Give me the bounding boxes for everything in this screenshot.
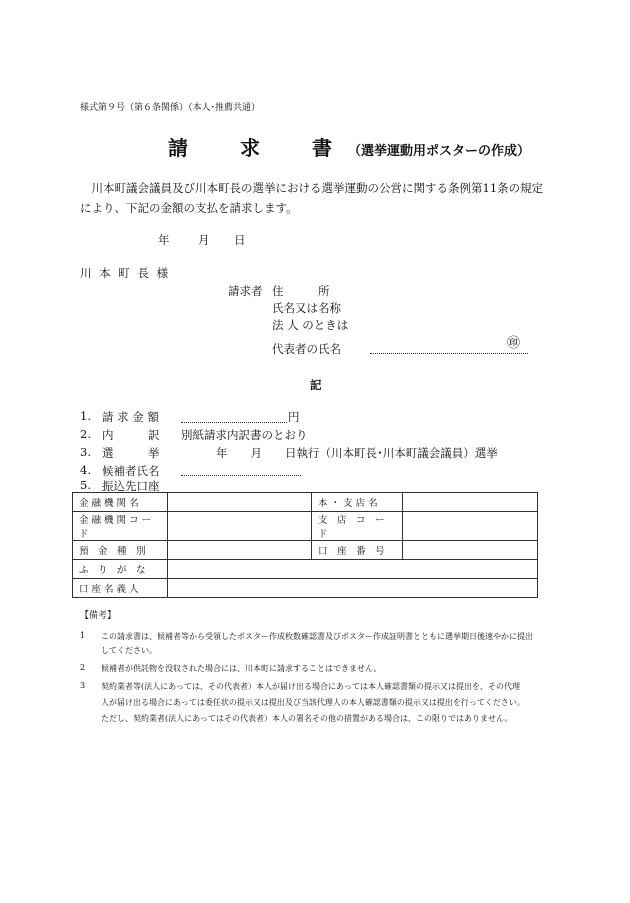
notes-heading: 【備考】 bbox=[80, 611, 117, 621]
bank-table bbox=[72, 492, 538, 598]
table-row bbox=[73, 541, 538, 560]
representative-line[interactable] bbox=[370, 353, 528, 354]
table-row bbox=[73, 579, 538, 598]
item-num: 2. bbox=[80, 427, 91, 441]
item-value: 別紙請求内訳書のとおり bbox=[181, 428, 308, 442]
item-label: 候補者氏名 bbox=[102, 464, 160, 478]
cell-input[interactable] bbox=[168, 560, 538, 579]
note-text: 契約業者等(法人にあっては、その代表者）本人が届け出る場合にあっては本人確認書類の提示又は提出を、その代理 bbox=[101, 682, 520, 691]
cell-input[interactable] bbox=[168, 512, 312, 541]
ki-heading: 記 bbox=[310, 378, 322, 392]
table-row bbox=[73, 493, 538, 512]
cell-label: 口 座 番 号 bbox=[312, 541, 403, 560]
title-sub: （選挙運動用ポスターの作成） bbox=[348, 144, 531, 159]
item-num: 5. bbox=[80, 478, 91, 492]
note-text: この請求書は、候補者等から受領したポスター作成枚数確認書及びポスター作成証明書とともに選挙期日後速やかに提出 bbox=[101, 632, 533, 641]
cell-input[interactable] bbox=[168, 541, 312, 560]
amount-line[interactable] bbox=[181, 422, 287, 423]
claimant-label: 請求者 bbox=[228, 284, 263, 298]
cell-label: 金 融 機 関 名 bbox=[73, 493, 168, 512]
cell-input[interactable] bbox=[168, 579, 538, 598]
note-number: 2 bbox=[80, 663, 86, 672]
title-main: 請 求 書 bbox=[168, 136, 348, 160]
seal-icon: ㊞ bbox=[507, 336, 521, 351]
item-num: 4. bbox=[80, 463, 91, 477]
addressee: 川 本 町 長 様 bbox=[80, 266, 171, 280]
page-title bbox=[168, 132, 530, 161]
item-num: 3. bbox=[80, 445, 91, 459]
note-text: 人が届け出る場合にあっては委任状の提示又は提出及び当該代理人の本人確認書類の提示又は提出を行ってください。 bbox=[101, 698, 525, 707]
intro-paragraph: 川本町議会議員及び川本町長の選挙における選挙運動の公営に関する条例第11条の規定により、下記の金額の支払を請求します。 bbox=[80, 181, 544, 215]
date-month: 月 bbox=[198, 233, 210, 247]
item-value: 年 月 日執行（川本町長･川本町議会議員）選挙 bbox=[216, 446, 498, 460]
note-number: 1 bbox=[80, 631, 86, 640]
cell-label: 口 座 名 義 人 bbox=[73, 579, 168, 598]
note-number: 3 bbox=[80, 681, 86, 690]
cell-label: 金 融 機 関 コ ー ド bbox=[73, 512, 168, 541]
claimant-representative: 代表者の氏名 bbox=[272, 342, 341, 356]
form-label: 様式第９号（第６条関係）（本人･推薦共通） bbox=[80, 103, 261, 113]
candidate-name-line[interactable] bbox=[181, 475, 301, 476]
item-label: 内 訳 bbox=[102, 428, 160, 442]
item-label: 振込先口座 bbox=[102, 479, 160, 493]
date-day: 日 bbox=[234, 233, 246, 247]
note-text: 候補者が供託物を没収された場合には、川本町に請求することはできません。 bbox=[101, 664, 382, 673]
note-text: ただし、契約業者(法人にあってはその代表者）本人の署名その他の措置がある場合は、この限りではありません。 bbox=[101, 714, 513, 723]
amount-unit: 円 bbox=[288, 410, 300, 424]
claimant-name: 氏名又は名称 bbox=[272, 301, 341, 315]
cell-input[interactable] bbox=[403, 512, 538, 541]
cell-label: 本 ・ 支 店 名 bbox=[312, 493, 403, 512]
claimant-address: 住 所 bbox=[272, 284, 330, 298]
cell-input[interactable] bbox=[168, 493, 312, 512]
cell-label: 支 店 コ ー ド bbox=[312, 512, 403, 541]
table-row bbox=[73, 560, 538, 579]
cell-label: 預 金 種 別 bbox=[73, 541, 168, 560]
cell-input[interactable] bbox=[403, 541, 538, 560]
cell-label: ふ り が な bbox=[73, 560, 168, 579]
claimant-corp-note: 法 人 のときは bbox=[272, 318, 349, 332]
item-label: 選 挙 bbox=[102, 446, 160, 460]
note-text: してください。 bbox=[101, 646, 157, 655]
item-num: 1. bbox=[80, 409, 91, 423]
table-row bbox=[73, 512, 538, 541]
date-year: 年 bbox=[158, 233, 170, 247]
cell-input[interactable] bbox=[403, 493, 538, 512]
item-label: 請 求 金 額 bbox=[102, 410, 159, 424]
